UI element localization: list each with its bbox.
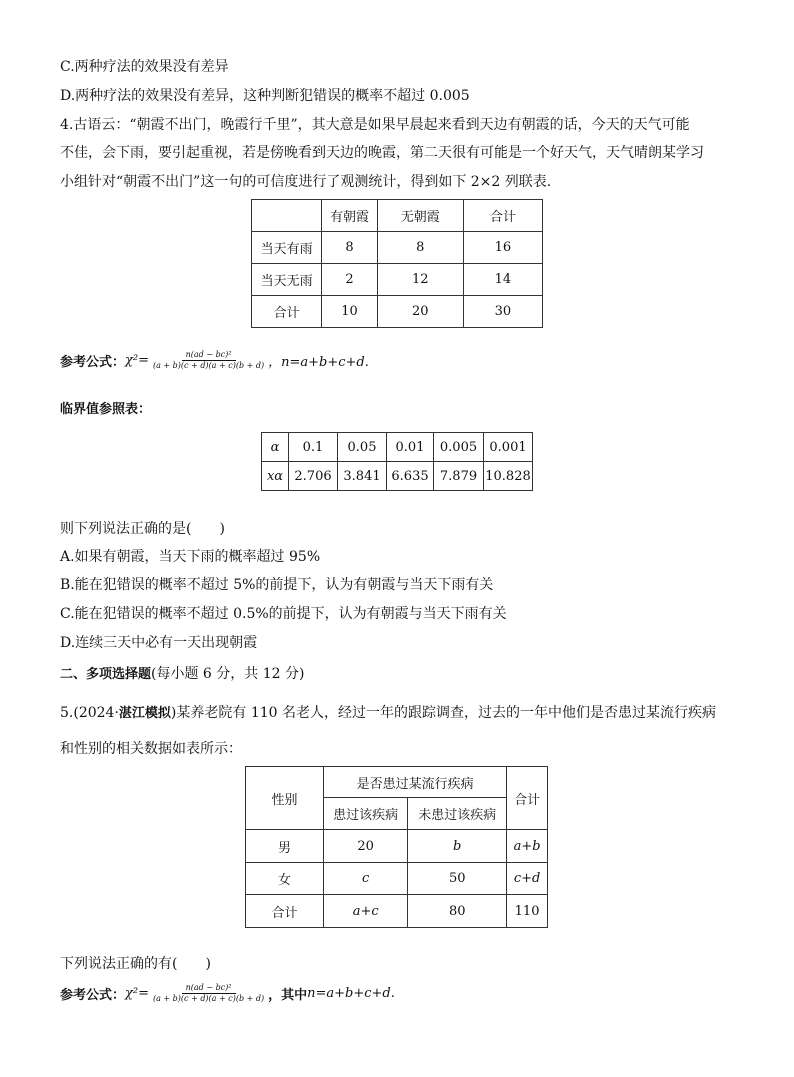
- table1-cell: 12: [377, 264, 463, 296]
- formula-tail: n=a+b+c+d.: [307, 986, 395, 1001]
- formula-fraction: [151, 983, 266, 1004]
- question4-option-d: D.连续三天中必有一天出现朝霞: [60, 635, 258, 651]
- alpha-value: 0.001: [484, 433, 533, 462]
- chi-square-symbol: χ²=: [125, 986, 149, 1001]
- question5-prefix: 5.(2024·: [60, 705, 119, 721]
- question4-line1: 4.古语云：“朝霞不出门，晚霞行千里”，其大意是如果早晨起来看到天边有朝霞的话，今天的天气可能: [60, 117, 690, 133]
- alpha-value: 0.05: [338, 433, 387, 462]
- reference-formula-1: [60, 350, 369, 371]
- formula-fraction: [151, 350, 266, 371]
- table1-cell: 16: [463, 232, 542, 264]
- question5-line2: 和性别的相关数据如表所示：: [60, 741, 242, 757]
- table2-cell: 50: [408, 863, 507, 895]
- table2-cell: 20: [324, 830, 408, 863]
- table1-cell: 30: [463, 296, 542, 328]
- question4-option-a: A.如果有朝霞，当天下雨的概率超过 95%: [60, 549, 321, 565]
- table1-cell: 14: [463, 264, 542, 296]
- table1-header: 合计: [463, 200, 542, 232]
- table1-row-label: 当天有雨: [252, 232, 322, 264]
- contingency-table-2: [245, 766, 548, 928]
- alpha-value: 0.1: [289, 433, 338, 462]
- formula-numerator: n(ad − bc)²: [182, 350, 236, 361]
- option-c-prev: C.两种疗法的效果没有差异: [60, 59, 229, 75]
- critical-value: 6.635: [387, 462, 434, 491]
- table1-row-label: 合计: [252, 296, 322, 328]
- question5-stem: 下列说法正确的有( ): [60, 956, 211, 972]
- formula-tail: ，n=a+b+c+d.: [268, 355, 369, 370]
- question4-option-c: C.能在犯错误的概率不超过 0.5%的前提下，认为有朝霞与当天下雨有关: [60, 606, 507, 622]
- table2-cell: b: [408, 830, 507, 863]
- question5-source: 湛江模拟: [118, 706, 171, 721]
- question4-stem: 则下列说法正确的是( ): [60, 521, 225, 537]
- table1-cell: 10: [322, 296, 377, 328]
- table1-row-label: 当天无雨: [252, 264, 322, 296]
- critical-value-table: [261, 432, 533, 491]
- critical-value: 3.841: [338, 462, 387, 491]
- table1-header: 无朝霞: [377, 200, 463, 232]
- table1-cell: 2: [322, 264, 377, 296]
- table2-cell: 110: [507, 895, 548, 928]
- formula-label: 参考公式：: [60, 355, 126, 370]
- formula-label: 参考公式：: [60, 988, 126, 1003]
- table2-cell: c+d: [507, 863, 548, 895]
- question4-line3: 小组针对“朝霞不出门”这一句的可信度进行了观测统计，得到如下 2×2 列联表.: [60, 174, 552, 190]
- question5-text: )某养老院有 110 名老人，经过一年的跟踪调查，过去的一年中他们是否患过某流行疾病: [170, 705, 717, 721]
- table2-row-label: 男: [246, 830, 324, 863]
- table1-cell: 8: [322, 232, 377, 264]
- section2-note: (每小题 6 分，共 12 分): [151, 666, 305, 682]
- question5-line1: [60, 704, 716, 723]
- table1-cell: 20: [377, 296, 463, 328]
- critical-table-title: 临界值参照表：: [60, 402, 152, 417]
- question4-option-b: B.能在犯错误的概率不超过 5%的前提下，认为有朝霞与当天下雨有关: [60, 577, 494, 593]
- sub-header-not-had: 未患过该疾病: [408, 798, 507, 830]
- critical-value: 7.879: [434, 462, 484, 491]
- question4-line2: 不佳，会下雨，要引起重视，若是傍晚看到天边的晚霞，第二天很有可能是一个好天气，天气晴朗某学习: [60, 145, 704, 161]
- formula-denominator: (a + b)(c + d)(a + c)(b + d): [153, 994, 265, 1003]
- table2-row-label: 女: [246, 863, 324, 895]
- disease-group-header: 是否患过某流行疾病: [324, 767, 507, 798]
- formula-numerator: n(ad − bc)²: [182, 983, 236, 994]
- table2-row-label: 合计: [246, 895, 324, 928]
- table2-cell: a+c: [324, 895, 408, 928]
- section2-title: 二、多项选择题: [60, 667, 152, 682]
- contingency-table-1: [251, 199, 543, 328]
- gender-header: 性别: [246, 767, 324, 830]
- table1-corner: [252, 200, 322, 232]
- critical-value: 2.706: [289, 462, 338, 491]
- formula-tail-bold: ，其中: [268, 988, 308, 1003]
- formula-denominator: (a + b)(c + d)(a + c)(b + d): [153, 361, 265, 370]
- option-d-prev: D.两种疗法的效果没有差异，这种判断犯错误的概率不超过 0.005: [60, 88, 470, 104]
- table1-cell: 8: [377, 232, 463, 264]
- table2-cell: a+b: [507, 830, 548, 863]
- chi-square-symbol: χ²=: [125, 353, 149, 368]
- total-header: 合计: [507, 767, 548, 830]
- alpha-value: 0.01: [387, 433, 434, 462]
- alpha-value: 0.005: [434, 433, 484, 462]
- table2-cell: c: [324, 863, 408, 895]
- sub-header-had: 患过该疾病: [324, 798, 408, 830]
- table1-header: 有朝霞: [322, 200, 377, 232]
- x-alpha-label: xα: [262, 462, 289, 491]
- section2-heading: [60, 665, 304, 684]
- critical-value: 10.828: [484, 462, 533, 491]
- alpha-label: α: [262, 433, 289, 462]
- table2-cell: 80: [408, 895, 507, 928]
- reference-formula-2: [60, 983, 395, 1004]
